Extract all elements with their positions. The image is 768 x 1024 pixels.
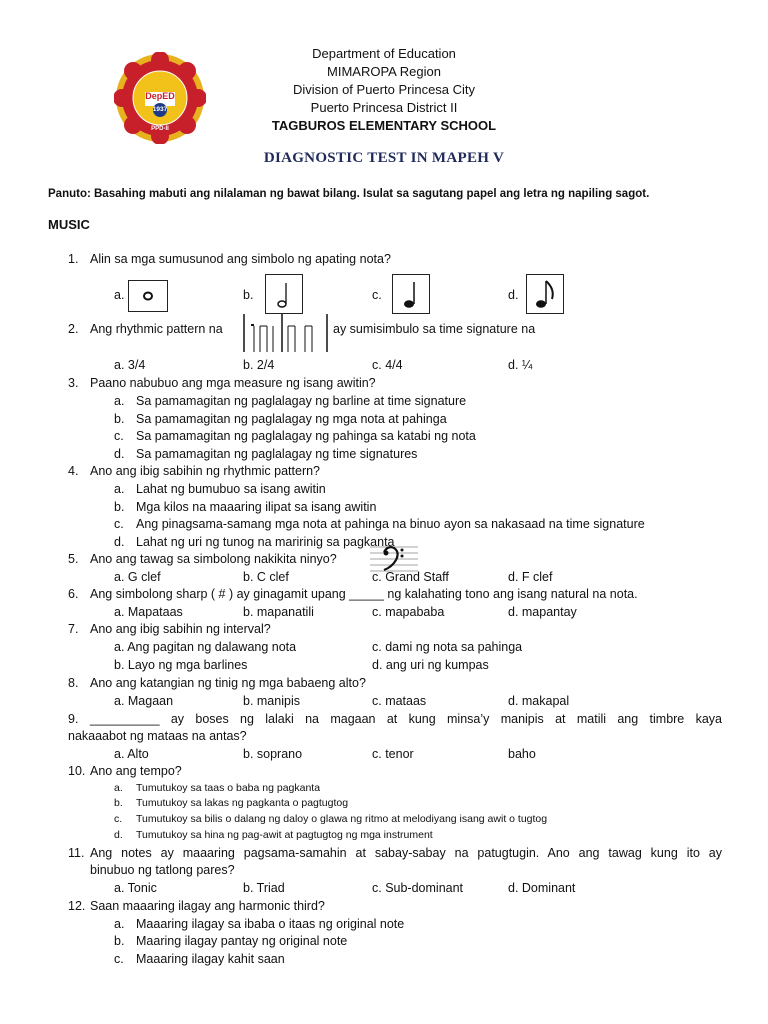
question-number: 2. [68,322,79,336]
question-number: 3. [68,376,79,390]
option: Tumutukoy sa hina ng pag-awit at pagtugtog ng mga instrument [136,829,433,841]
page-title: DIAGNOSTIC TEST IN MAPEH V [263,150,505,166]
option: Maaaring ilagay sa ibaba o itaas ng original note [136,917,405,931]
header-division: Division of Puerto Princesa City [292,82,476,97]
question-text: Ang rhythmic pattern na [90,322,223,336]
option: a. G clef [114,570,161,584]
option-letter: a. [114,394,125,408]
section-heading: MUSIC [48,217,90,232]
option: b. 2/4 [243,358,275,372]
option: b. Layo ng mga barlines [114,658,248,672]
question-number: 11. [68,846,85,860]
question-text: Ano ang tawag sa simbolong nakikita ninyo? [90,552,337,566]
option: Sa pamamagitan ng paglalagay ng time signatures [136,447,418,461]
instructions: Panuto: Basahing mabuti ang nilalaman ng bawat bilang. Isulat sa sagutang papel ang letra ng napiling sagot. [48,188,650,200]
option: c. Sub-dominant [372,881,464,895]
question-text-continued: nakaaabot ng mataas na antas? [68,729,247,743]
option: Tumutukoy sa taas o baba ng pagkanta [136,782,321,794]
option-letter: a. [114,917,125,931]
eighth-note-icon [526,274,564,314]
option-label: a. [114,288,125,302]
header-district: Puerto Princesa District II [310,100,458,115]
question-number: 12. [68,899,86,913]
option-letter: b. [114,412,125,426]
question-number: 1. [68,252,79,266]
question-text: Ano ang tempo? [90,764,182,778]
option: a. Alto [114,747,149,761]
option: c. mataas [372,694,427,708]
whole-note-icon [128,280,168,312]
question-number: 6. [68,587,79,601]
question-text: __________ ay boses ng lalaki na magaan at kung minsa’y manipis at matili ang timbre kaya [90,712,722,726]
question-text: ay sumisimbulo sa time signature na [333,322,536,336]
option: c. mapababa [372,605,445,619]
option: Sa pamamagitan ng paglalagay ng mga nota at pahinga [136,412,447,426]
option: b. mapanatili [243,605,314,619]
option: Tumutukoy sa lakas ng pagkanta o pagtugtog [136,797,349,809]
option-label: d. [508,288,519,302]
option: d. ang uri ng kumpas [372,658,489,672]
option-letter: d. [114,535,125,549]
option: Tumutukoy sa bilis o dalang ng daloy o glawa ng ritmo at melodiyang isang awit o tugtog [136,813,548,825]
quarter-note-icon [392,274,430,314]
option-letter: a. [114,482,125,496]
option: c. 4/4 [372,358,403,372]
option: baho [508,747,536,761]
option: b. soprano [243,747,303,761]
question-text: Ano ang ibig sabihin ng interval? [90,622,271,636]
option-letter: d. [114,829,123,841]
option: c. tenor [372,747,414,761]
option-letter: c. [114,429,124,443]
rhythmic-pattern-icon [243,312,329,354]
option-letter: c. [114,517,124,531]
option-letter: c. [114,813,123,825]
option: Lahat ng uri ng tunog na maririnig sa pagkanta [136,535,395,549]
question-number: 4. [68,464,79,478]
option: b. C clef [243,570,289,584]
option: a. 3/4 [114,358,146,372]
question-text-continued: binubuo ng tatlong pares? [90,863,235,877]
option: c. Grand Staff [372,570,449,584]
option: Maaaring ilagay kahit saan [136,952,285,966]
option: b. manipis [243,694,300,708]
question-text: Ano ang ibig sabihin ng rhythmic pattern? [90,464,321,478]
question-text: Ang simbolong sharp ( # ) ay ginagamit upang _____ ng kalahating tono ang isang natural na nota. [90,587,638,601]
header-school: TAGBUROS ELEMENTARY SCHOOL [271,118,497,133]
option: Ang pinagsama-samang mga nota at pahinga na binuo ayon sa nakasaad na time signature [136,517,645,531]
option: Maaring ilagay pantay ng original note [136,934,348,948]
header-region: MIMAROPA Region [327,64,441,79]
option: Sa pamamagitan ng paglalagay ng pahinga sa katabi ng nota [136,429,476,443]
option-letter: b. [114,500,125,514]
question-number: 10. [68,764,86,778]
question-text: Ano ang katangian ng tinig ng mga babaeng alto? [90,676,366,690]
option: Mga kilos na maaaring ilipat sa isang awitin [136,500,377,514]
option: Lahat ng bumubuo sa isang awitin [136,482,326,496]
question-number: 9. [68,712,79,726]
question-text: Saan maaaring ilagay ang harmonic third? [90,899,325,913]
question-number: 8. [68,676,79,690]
option: c. dami ng nota sa pahinga [372,640,523,654]
option-label: c. [372,288,382,302]
option-letter: b. [114,934,125,948]
option: d. Dominant [508,881,576,895]
option: d. F clef [508,570,553,584]
option-letter: a. [114,782,123,794]
option: d. makapal [508,694,570,708]
option: a. Ang pagitan ng dalawang nota [114,640,297,654]
logo-center-text: DepED [145,91,175,101]
half-note-icon [265,274,303,314]
option-label: b. [243,288,254,302]
option: d. ¼ [508,358,533,372]
option-letter: d. [114,447,125,461]
option: a. Mapataas [114,605,183,619]
question-text: Alin sa mga sumusunod ang simbolo ng apating nota? [90,252,391,266]
option: a. Tonic [114,881,157,895]
option: d. mapantay [508,605,577,619]
logo-year: 1937 [152,106,168,113]
header-department: Department of Education [312,46,456,61]
question-number: 7. [68,622,79,636]
option: b. Triad [243,881,285,895]
option: a. Magaan [114,694,174,708]
question-text: Paano nabubuo ang mga measure ng isang awitin? [90,376,376,390]
logo-bottom-text: PPD-II [151,126,169,132]
option-letter: b. [114,797,123,809]
question-text: Ang notes ay maaaring pagsama-samahin at sabay-sabay na patugtugin. Ano ang tawag kung ito ay [90,846,722,860]
option: Sa pamamagitan ng paglalagay ng barline at time signature [136,394,467,408]
question-number: 5. [68,552,79,566]
option-letter: c. [114,952,124,966]
